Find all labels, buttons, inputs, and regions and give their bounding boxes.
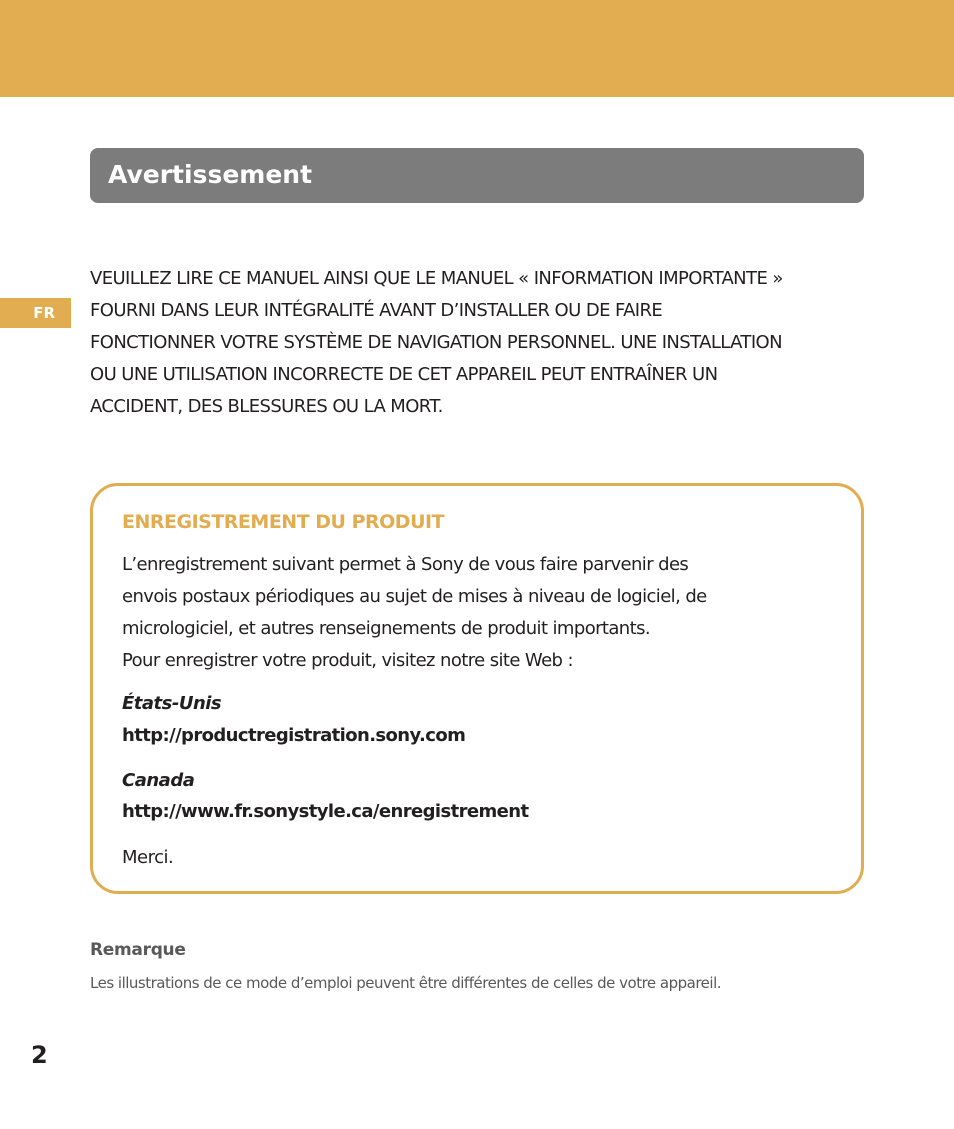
- page-number: 2: [31, 1041, 48, 1069]
- top-color-band: [0, 0, 954, 97]
- thanks-text: Merci.: [122, 847, 174, 868]
- url-canada-link[interactable]: http://www.fr.sonystyle.ca/enregistrement: [122, 801, 529, 822]
- registration-line: micrologiciel, et autres renseignements de produit importants.: [122, 618, 650, 639]
- warning-line: ACCIDENT, DES BLESSURES OU LA MORT.: [90, 396, 443, 417]
- registration-title: ENREGISTREMENT DU PRODUIT: [122, 511, 445, 533]
- warning-line: FOURNI DANS LEUR INTÉGRALITÉ AVANT D’INSTALLER OU DE FAIRE: [90, 300, 663, 321]
- note-title: Remarque: [90, 940, 186, 960]
- registration-line: Pour enregistrer votre produit, visitez notre site Web :: [122, 650, 573, 671]
- country-canada-label: Canada: [122, 770, 195, 791]
- registration-paragraph: [122, 549, 707, 677]
- section-title: Avertissement: [108, 160, 313, 189]
- registration-line: L’enregistrement suivant permet à Sony de vous faire parvenir des: [122, 554, 689, 575]
- warning-line: FONCTIONNER VOTRE SYSTÈME DE NAVIGATION PERSONNEL. UNE INSTALLATION: [90, 332, 782, 353]
- warning-line: VEUILLEZ LIRE CE MANUEL AINSI QUE LE MANUEL « INFORMATION IMPORTANTE »: [90, 268, 783, 289]
- url-us-link[interactable]: http://productregistration.sony.com: [122, 725, 466, 746]
- warning-paragraph: [90, 263, 866, 423]
- country-us-label: États-Unis: [122, 693, 222, 714]
- section-header-bar: [90, 148, 864, 203]
- warning-line: OU UNE UTILISATION INCORRECTE DE CET APPAREIL PEUT ENTRAÎNER UN: [90, 364, 718, 385]
- note-text: Les illustrations de ce mode d’emploi peuvent être différentes de celles de votre appareil.: [90, 974, 722, 992]
- registration-line: envois postaux périodiques au sujet de mises à niveau de logiciel, de: [122, 586, 707, 607]
- language-tab: FR: [0, 298, 71, 328]
